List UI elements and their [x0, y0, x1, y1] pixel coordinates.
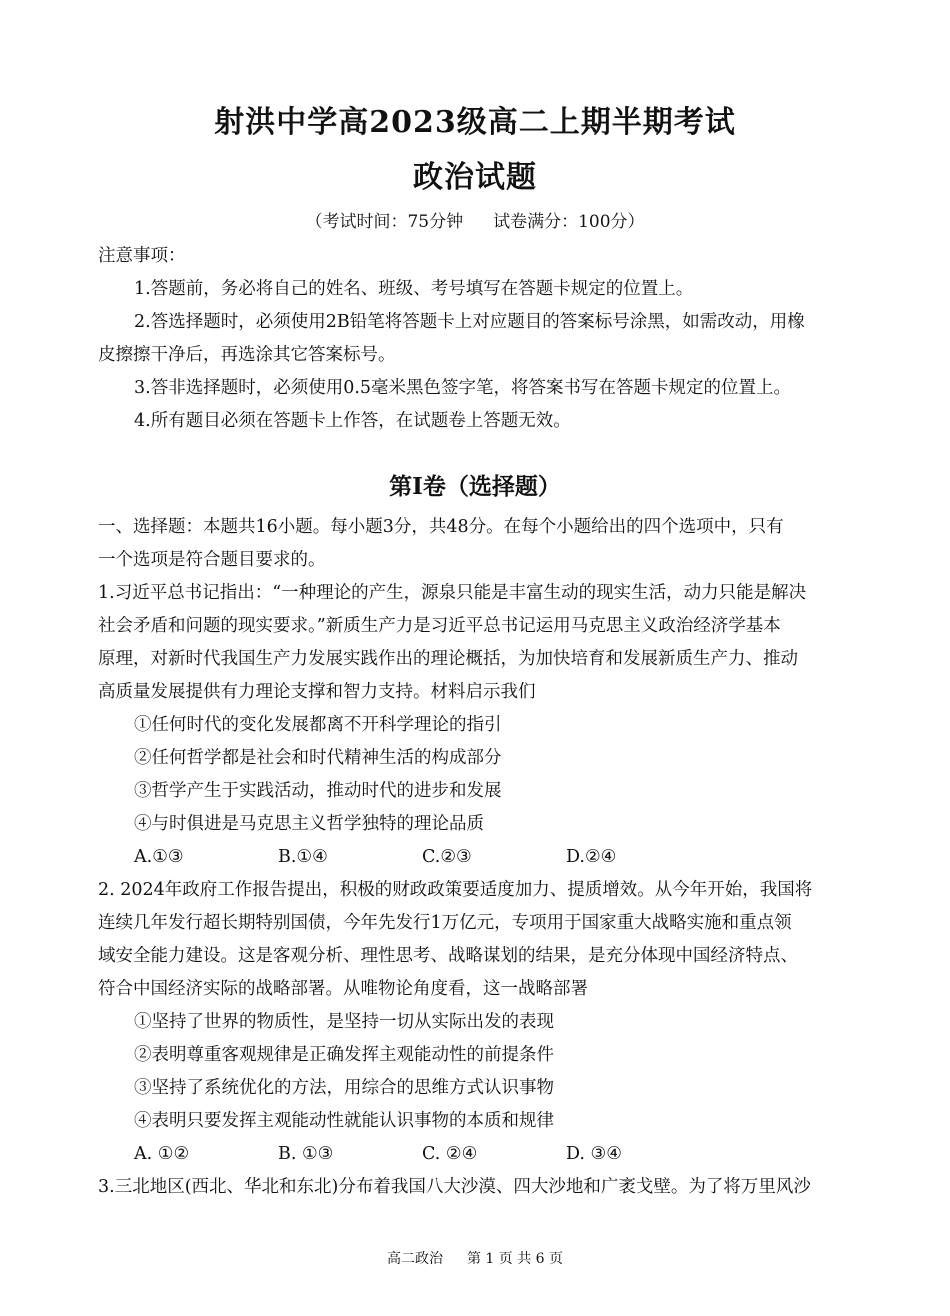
question-option: ①任何时代的变化发展都离不开科学理论的指引	[134, 715, 502, 735]
answer-choices	[98, 841, 858, 874]
answer-choice-c: C.②③	[422, 847, 472, 867]
question-3	[98, 1171, 858, 1204]
question-stem: 高质量发展提供有力理论支撑和智力支持。材料启示我们	[98, 682, 536, 702]
section-intro: 一、选择题：本题共16小题。每小题3分，共48分。在每个小题给出的四个选项中，只有	[98, 517, 784, 537]
section-intro: 一个选项是符合题目要求的。	[98, 550, 326, 570]
question-2	[98, 874, 858, 1171]
note-item: 2.答选择题时，必须使用2B铅笔将答题卡上对应题目的答案标号涂黑，如需改动，用橡	[134, 312, 805, 332]
question-1	[98, 577, 858, 874]
answer-choice-c: C. ②④	[422, 1144, 478, 1164]
answer-choice-d: D.②④	[566, 847, 617, 867]
question-option: ②任何哲学都是社会和时代精神生活的构成部分	[134, 748, 502, 768]
question-option: ③坚持了系统优化的方法，用综合的思维方式认识事物	[134, 1078, 554, 1098]
footer-subject: 高二政治	[386, 1251, 443, 1267]
answer-choice-b: B.①④	[278, 847, 328, 867]
question-stem: 2. 2024年政府工作报告提出，积极的财政政策要适度加力、提质增效。从今年开始，我国将	[98, 880, 813, 900]
question-stem: 1.习近平总书记指出：“一种理论的产生，源泉只能是丰富生动的现实生活，动力只能是解决	[98, 583, 807, 603]
question-option: ②表明尊重客观规律是正确发挥主观能动性的前提条件	[134, 1045, 554, 1065]
footer-page-number: 第 1 页 共 6 页	[466, 1251, 564, 1267]
question-option: ①坚持了世界的物质性，是坚持一切从实际出发的表现	[134, 1012, 554, 1032]
answer-choice-d: D. ③④	[566, 1144, 622, 1164]
answer-choice-b: B. ①③	[278, 1144, 334, 1164]
notes-heading: 注意事项：	[98, 246, 186, 266]
note-item: 1.答题前，务必将自己的姓名、班级、考号填写在答题卡规定的位置上。	[134, 279, 694, 299]
question-stem: 域安全能力建设。这是客观分析、理性思考、战略谋划的结果，是充分体现中国经济特点、	[98, 946, 798, 966]
notes-section	[98, 240, 858, 438]
note-item: 3.答非选择题时，必须使用0.5毫米黑色签字笔，将答案书写在答题卡规定的位置上。	[134, 378, 792, 398]
question-stem: 连续几年发行超长期特别国债，今年先发行1万亿元，专项用于国家重大战略实施和重点领	[98, 913, 792, 933]
subject-title: 政治试题	[413, 160, 537, 195]
note-item: 皮擦擦干净后，再选涂其它答案标号。	[98, 345, 396, 365]
answer-choice-a: A. ①②	[134, 1144, 190, 1164]
exam-score: 试卷满分：100分）	[493, 212, 645, 232]
question-option: ③哲学产生于实践活动，推动时代的进步和发展	[134, 781, 502, 801]
question-stem: 社会矛盾和问题的现实要求。”新质生产力是习近平总书记运用马克思主义政治经济学基本	[98, 616, 781, 636]
question-option: ④与时俱进是马克思主义哲学独特的理论品质	[134, 814, 484, 834]
exam-title: 射洪中学高2023级高二上期半期考试	[214, 105, 736, 140]
question-stem: 3.三北地区(西北、华北和东北)分布着我国八大沙漠、四大沙地和广袤戈壁。为了将万里风沙	[98, 1177, 811, 1197]
note-item: 4.所有题目必须在答题卡上作答，在试题卷上答题无效。	[134, 411, 571, 431]
exam-info	[0, 207, 950, 232]
question-option: ④表明只要发挥主观能动性就能认识事物的本质和规律	[134, 1111, 554, 1131]
question-stem: 符合中国经济实际的战略部署。从唯物论角度看，这一战略部署	[98, 979, 588, 999]
answer-choices	[98, 1138, 858, 1171]
question-stem: 原理，对新时代我国生产力发展实践作出的理论概括，为加快培育和发展新质生产力、推动	[98, 649, 798, 669]
answer-choice-a: A.①③	[134, 847, 184, 867]
section-title: 第I卷（选择题）	[389, 473, 561, 500]
questions-section	[98, 511, 858, 1204]
page-footer	[0, 1248, 950, 1268]
exam-time: （考试时间：75分钟	[305, 212, 464, 232]
